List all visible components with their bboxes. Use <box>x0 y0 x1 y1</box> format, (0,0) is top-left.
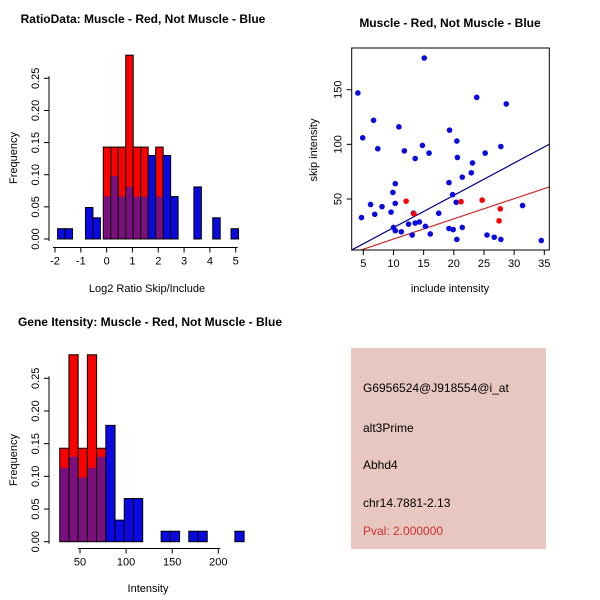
histogram-bar <box>170 531 179 541</box>
scatter-point-blue <box>372 212 378 218</box>
scatter-point-blue <box>450 192 456 198</box>
histogram-bar-overlap <box>60 468 69 542</box>
scatter-point-blue <box>459 174 465 180</box>
scatter-point-blue <box>498 237 504 243</box>
scatter-point-blue <box>379 204 385 210</box>
x-tick-label: 50 <box>73 556 87 569</box>
x-tick-label: 20 <box>447 258 460 270</box>
histogram-bar <box>133 499 142 542</box>
histogram-bar-overlap <box>103 197 110 239</box>
scatter-point-blue <box>470 160 476 166</box>
histogram-bar <box>194 187 201 239</box>
histogram-bar <box>235 531 244 541</box>
scatter-point-blue <box>436 210 442 216</box>
scatter-point-blue <box>426 150 432 156</box>
histogram-bar <box>213 218 220 239</box>
scatter-point-blue <box>446 180 452 186</box>
scatter-point-blue <box>474 95 480 101</box>
scatter-point-blue <box>388 209 394 215</box>
scatter-point-blue <box>498 144 504 150</box>
x-tick-label: 5 <box>232 255 239 268</box>
scatter-xaxis-label: include intensity <box>410 283 490 295</box>
histogram-bar-overlap <box>118 197 125 239</box>
histogram-bar-overlap <box>97 457 106 542</box>
x-tick-label: 10 <box>387 258 400 270</box>
x-tick-label: 30 <box>508 258 521 270</box>
scatter-point-blue <box>423 224 429 230</box>
y-tick-label: 0.15 <box>30 131 42 154</box>
scatter-point-blue <box>396 124 402 130</box>
histogram-bar <box>58 229 65 239</box>
x-tick-label: 100 <box>116 556 136 569</box>
histogram-bar <box>163 155 170 239</box>
ratio-histogram-plot-area <box>30 55 239 267</box>
scatter-point-blue <box>454 237 460 243</box>
y-tick-label: 100 <box>332 135 345 154</box>
histogram-bar-overlap <box>111 176 118 239</box>
probe-id-text: G6956524@J918554@i_at <box>363 381 509 395</box>
scatter-point-blue <box>402 148 408 154</box>
y-tick-label: 0.05 <box>30 498 42 520</box>
histogram-bar-overlap <box>133 197 140 239</box>
gene-yaxis-label: Frequency <box>8 434 20 486</box>
x-tick-label: 4 <box>206 255 213 268</box>
y-tick-label: 0.25 <box>30 67 42 90</box>
scatter-point-blue <box>427 231 433 237</box>
histogram-bar <box>124 499 133 542</box>
histogram-bar <box>93 218 100 239</box>
x-tick-label: 2 <box>155 255 162 268</box>
pval-text: Pval: 2.000000 <box>363 524 444 538</box>
ratio-histogram-title: RatioData: Muscle - Red, Not Muscle - Blue <box>20 12 266 26</box>
scatter-point-red <box>403 198 409 204</box>
ratio-histogram-chart <box>0 0 300 300</box>
gene-xaxis-label: Intensity <box>127 583 169 595</box>
gene-histogram-title: Gene Itensity: Muscle - Red, Not Muscle - Blue <box>17 315 283 329</box>
x-tick-label: -2 <box>50 255 60 268</box>
scatter-point-blue <box>450 227 456 233</box>
scatter-point-blue <box>371 118 377 124</box>
splice-type-text: alt3Prime <box>363 421 414 435</box>
histogram-bar-overlap <box>78 478 87 542</box>
gene-histogram-plot-area <box>30 355 244 569</box>
scatter-point-blue <box>359 215 365 221</box>
scatter-point-blue <box>355 90 361 96</box>
x-tick-label: 0 <box>103 255 110 268</box>
info-box <box>351 348 546 549</box>
scatter-point-blue <box>459 225 465 231</box>
x-tick-label: 150 <box>163 556 182 569</box>
ratio-xaxis-label: Log2 Ratio Skip/Include <box>88 283 206 295</box>
scatter-plot-area <box>333 48 551 270</box>
scatter-title: Muscle - Red, Not Muscle - Blue <box>359 16 541 30</box>
scatter-point-blue <box>412 156 418 162</box>
y-tick-label: 0.25 <box>30 367 42 390</box>
scatter-point-red <box>458 199 464 205</box>
scatter-point-blue <box>360 135 366 141</box>
histogram-bar <box>198 531 207 541</box>
histogram-bar <box>85 208 92 239</box>
histogram-bar-overlap <box>156 197 163 239</box>
x-tick-label: 200 <box>209 556 228 569</box>
scatter-point-blue <box>454 138 460 144</box>
scatter-point-blue <box>420 143 426 149</box>
scatter-point-blue <box>453 199 459 205</box>
histogram-bar <box>115 520 124 542</box>
y-tick-label: 150 <box>332 80 345 99</box>
scatter-point-blue <box>392 228 398 234</box>
info-panel <box>300 300 600 600</box>
scatter-point-red <box>497 206 503 212</box>
histogram-bar <box>231 229 238 239</box>
scatter-point-blue <box>447 127 453 133</box>
gene-name-text: Abhd4 <box>363 458 398 472</box>
scatter-yaxis-label: skip intensity <box>308 118 320 182</box>
scatter-point-blue <box>392 201 398 207</box>
x-tick-label: 25 <box>477 258 491 270</box>
y-tick-label: 50 <box>332 192 345 206</box>
ratio-yaxis-label: Frequency <box>8 132 20 184</box>
histogram-bar-overlap <box>141 197 148 239</box>
histogram-bar-overlap <box>69 457 78 542</box>
x-tick-label: 15 <box>417 258 430 270</box>
scatter-point-blue <box>417 219 423 225</box>
gene-histogram-chart <box>0 300 300 600</box>
scatter-point-blue <box>538 238 544 244</box>
x-tick-label: -1 <box>75 255 86 268</box>
scatter-chart <box>300 0 600 300</box>
x-tick-label: 1 <box>129 255 136 268</box>
x-tick-label: 35 <box>538 258 551 270</box>
scatter-point-blue <box>482 150 488 156</box>
histogram-bar <box>161 531 170 541</box>
y-tick-label: 0.10 <box>30 465 42 488</box>
x-tick-label: 5 <box>360 258 367 270</box>
scatter-point-blue <box>484 232 490 238</box>
histogram-bar <box>106 425 115 541</box>
y-tick-label: 0.00 <box>30 530 42 553</box>
y-tick-label: 0.20 <box>30 99 42 122</box>
scatter-point-blue <box>368 202 374 208</box>
scatter-point-blue <box>409 232 415 238</box>
histogram-bar <box>171 197 178 239</box>
scatter-point-blue <box>468 170 474 176</box>
gene-histogram-panel <box>0 300 300 600</box>
scatter-point-red <box>479 197 485 203</box>
scatter-point-blue <box>399 229 405 235</box>
y-tick-label: 0.05 <box>30 196 42 218</box>
histogram-bar-overlap <box>126 187 133 239</box>
scatter-point-blue <box>375 146 381 152</box>
y-tick-label: 0.00 <box>30 228 42 250</box>
y-tick-label: 0.15 <box>30 432 42 455</box>
y-tick-label: 0.20 <box>30 400 42 422</box>
scatter-point-blue <box>406 221 412 227</box>
location-text: chr14.7881-2.13 <box>363 496 451 510</box>
scatter-point-blue <box>503 101 509 107</box>
y-tick-label: 0.10 <box>30 164 42 186</box>
scatter-point-blue <box>421 55 427 61</box>
scatter-point-red <box>411 211 417 217</box>
scatter-point-blue <box>390 190 396 196</box>
scatter-point-blue <box>392 181 398 187</box>
scatter-point-blue <box>491 234 497 240</box>
histogram-bar-overlap <box>87 468 96 542</box>
scatter-point-red <box>496 218 502 224</box>
histogram-bar <box>189 531 198 541</box>
x-tick-label: 3 <box>181 255 188 268</box>
histogram-bar <box>65 229 72 239</box>
scatter-panel <box>300 0 600 300</box>
ratio-histogram-panel <box>0 0 300 300</box>
scatter-point-blue <box>455 155 461 161</box>
histogram-bar <box>148 155 155 239</box>
scatter-point-blue <box>520 203 526 209</box>
